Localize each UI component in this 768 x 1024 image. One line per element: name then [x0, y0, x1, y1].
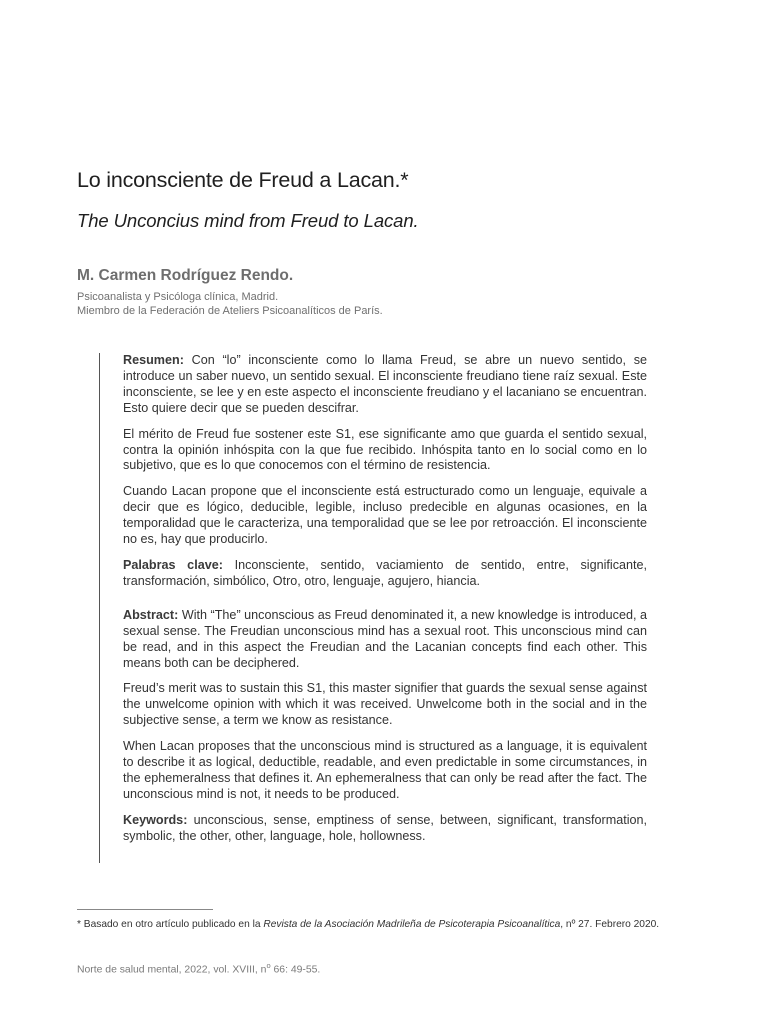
footnote-divider [77, 909, 213, 910]
abstract-paragraph-3: When Lacan proposes that the unconscious mind is structured as a language, it is equivalent to describe it as logical, deductible, readable, and even predictable in some circumstances, in the ephemeralness that defines it. An ephemeralness that can only be read after the fact. The unconscious mind is not, it needs to be produced. [123, 739, 647, 801]
footnote [77, 919, 659, 930]
palabras-clave-text: Inconsciente, sentido, vaciamiento de sentido, entre, significante, transformación, simbólico, Otro, otro, lenguaje, agujero, hiancia. [123, 557, 648, 588]
footnote-suffix: , nº 27. Febrero 2020. [560, 919, 660, 930]
abstract-label: Abstract: [123, 607, 179, 622]
keywords-text: unconscious, sense, emptiness of sense, between, significant, transformation, symbolic, the other, other, language, hole, hollowness. [123, 812, 648, 843]
palabras-clave-label: Palabras clave: [123, 557, 223, 572]
resumen-paragraph-3: Cuando Lacan propone que el inconsciente está estructurado como un lenguaje, equivale a decir que es lógico, deducible, legible, incluso predecible en algunas ocasiones, en la temporalidad que le caracteriza, una temporalidad que se lee por retroacción. El inconsciente no es, hay que producirlo. [123, 484, 647, 547]
abstract-block [99, 353, 648, 863]
article-subtitle-english: The Unconcius mind from Freud to Lacan. [77, 210, 419, 231]
abstract-content [123, 353, 647, 855]
author-affiliation-2: Miembro de la Federación de Ateliers Psicoanalíticos de París. [77, 305, 383, 317]
footnote-prefix: * Basado en otro artículo publicado en la [77, 919, 264, 930]
running-footer-issue: 66: 49-55. [270, 964, 321, 976]
running-footer [77, 961, 320, 975]
footnote-journal-title: Revista de la Asociación Madrileña de Psicoterapia Psicoanalítica [263, 919, 561, 930]
keywords [123, 813, 647, 845]
running-footer-text: Norte de salud mental, 2022, vol. XVIII, n [77, 964, 267, 976]
author-affiliation-1: Psicoanalista y Psicóloga clínica, Madrid. [77, 291, 279, 303]
keywords-label: Keywords: [123, 812, 188, 827]
article-title: Lo inconsciente de Freud a Lacan.* [77, 168, 409, 192]
abstract-paragraph-1 [123, 608, 647, 672]
running-footer-superscript: o [266, 961, 271, 970]
resumen-paragraph-1 [123, 353, 647, 417]
resumen-label: Resumen: [123, 353, 184, 367]
palabras-clave [123, 558, 647, 590]
abstract-paragraph-2: Freud’s merit was to sustain this S1, this master signifier that guards the sexual sense against the unwelcome opinion with which it was received. Unwelcome both in the social and in the subjective sense, a term we know as resistance. [123, 681, 647, 728]
abstract-text-1: With “The” unconscious as Freud denominated it, a new knowledge is introduced, a sexual sense. The Freudian unconscious mind has a sexual root. This unconscious mind can be read, and in this aspect the Freudian and the Lacanian concepts find each other. This means both can be deciphered. [123, 607, 647, 670]
resumen-paragraph-2: El mérito de Freud fue sostener este S1, ese significante amo que guarda el sentido sexual, contra la opinión inhóspita con la que fue recibido. Inhóspita tanto en lo social como en lo subjetivo, que es lo que conocemos con el término de resistencia. [123, 426, 647, 473]
author-name: M. Carmen Rodríguez Rendo. [77, 267, 294, 284]
resumen-text-1: Con “lo” inconsciente como lo llama Freud, se abre un nuevo sentido, se introduce un saber nuevo, un sentido sexual. El inconsciente freudiano tiene raíz sexual. Este inconsciente, se lee y en este aspecto el inconsciente freudiano y el lacaniano se encuentran. Esto quiere decir que se pueden descifrar. [123, 353, 647, 415]
